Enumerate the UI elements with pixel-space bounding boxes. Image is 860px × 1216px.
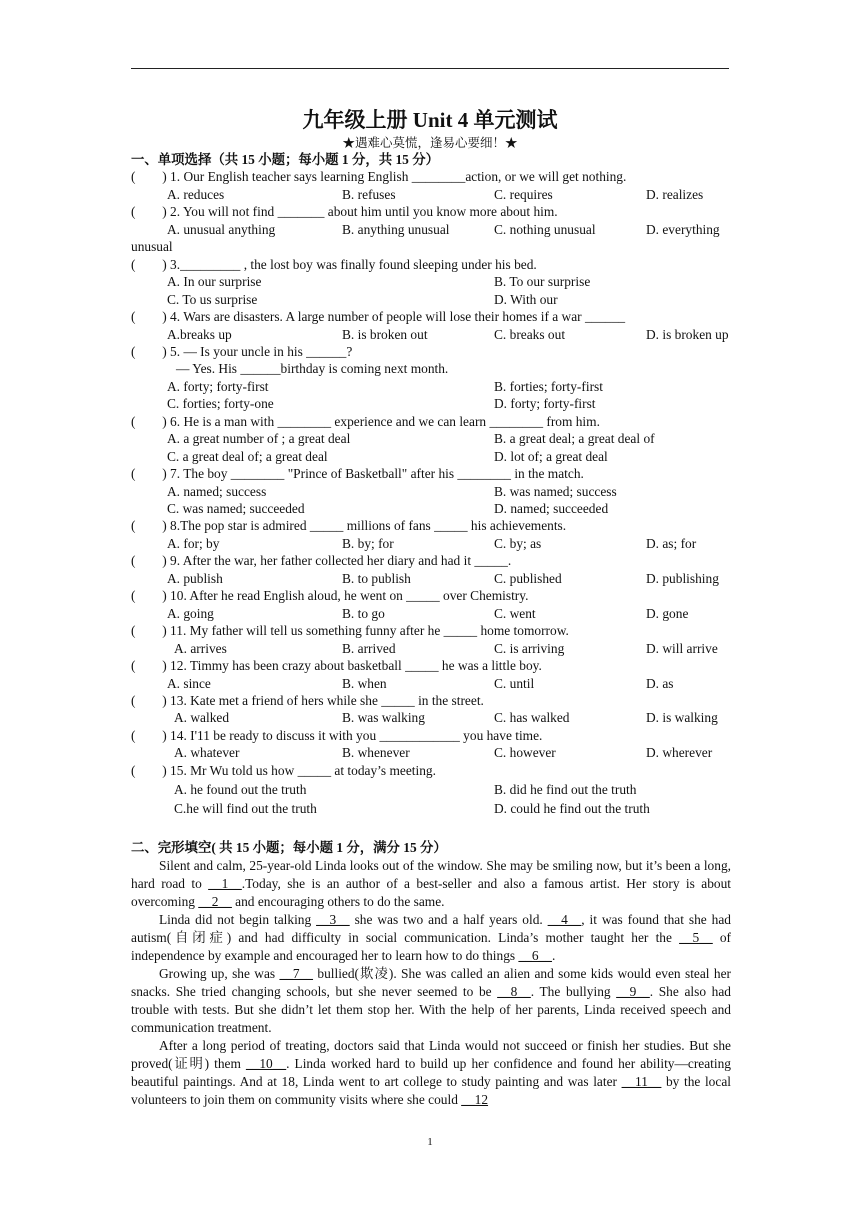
option: A. forty; forty-first xyxy=(167,378,269,394)
option: C. forties; forty-one xyxy=(167,396,274,412)
cloze-paragraph xyxy=(131,1037,731,1109)
option: A. unusual anything xyxy=(167,221,276,237)
question-stem-line2: — Yes. His ______birthday is coming next month. xyxy=(176,361,449,377)
option: A. going xyxy=(167,605,214,621)
option: C. was named; succeeded xyxy=(167,501,305,516)
option: A. reduces xyxy=(167,186,225,202)
cloze-blank: __6__ xyxy=(518,948,552,963)
question-stem: ( ) 8.The pop star is admired _____ millions of fans _____ his achievements. xyxy=(131,518,567,534)
option: B. was named; success xyxy=(494,483,617,499)
passage-text: and encouraging others to do the same. xyxy=(231,894,445,909)
option: C. is arriving xyxy=(494,640,565,656)
option: D. is walking xyxy=(646,710,718,726)
option: B. did he find out the truth xyxy=(494,781,637,797)
option: B. whenever xyxy=(342,745,410,761)
section-2-heading: 二、完形填空( 共 15 小题；每小题 1 分，满分 15 分） xyxy=(131,840,447,855)
option: B. refuses xyxy=(342,186,396,202)
option: A. walked xyxy=(174,710,230,726)
option: C. went xyxy=(494,605,536,621)
option: A. he found out the truth xyxy=(174,781,307,797)
passage-text: by the local volunteers to join them on community visits where she could xyxy=(131,1074,731,1107)
option: D. forty; forty-first xyxy=(494,396,596,412)
option: B. anything unusual xyxy=(342,221,450,237)
option: A. since xyxy=(167,675,211,691)
passage-text: . xyxy=(551,948,556,963)
cloze-paragraph xyxy=(131,911,731,965)
cloze-passage xyxy=(131,857,731,1109)
question-stem: ( ) 11. My father will tell us something funny after he _____ home tomorrow. xyxy=(131,623,569,639)
question-stem: ( ) 2. You will not find _______ about him until you know more about him. xyxy=(131,204,558,220)
option: D. as xyxy=(646,675,674,691)
option: A. publish xyxy=(167,570,223,586)
option: D. as; for xyxy=(646,535,697,551)
option: C. until xyxy=(494,675,535,691)
cloze-blank: __10__ xyxy=(245,1056,287,1071)
exam-title: 九年级上册 Unit 4 单元测试 xyxy=(302,108,558,132)
passage-text: After a long period of treating, doctors said that Linda would not succeed or finish her studies. But she proved(证明) them xyxy=(131,1038,731,1071)
option: D. wherever xyxy=(646,745,713,761)
header-rule xyxy=(131,68,729,69)
passage-text: . She also had trouble with tests. But she didn’t let them stop her. With the help of her parents, Linda received speech and communication treatment. xyxy=(131,984,731,1035)
option: D. will arrive xyxy=(646,640,718,656)
option: C. published xyxy=(494,570,562,586)
cloze-blank: __2__ xyxy=(198,894,232,909)
option: C. however xyxy=(494,745,556,761)
page-number: 1 xyxy=(427,1136,433,1148)
passage-text: . The bullying xyxy=(530,984,617,999)
option: C. by; as xyxy=(494,535,542,551)
option: C. a great deal of; a great deal xyxy=(167,448,328,464)
cloze-blank: __11__ xyxy=(621,1074,662,1089)
passage-text: Silent and calm, 25-year-old Linda looks out of the window. She may be smiling now, but it’s been a long, hard road to xyxy=(131,858,731,891)
option: D. is broken up xyxy=(646,326,729,342)
question-stem: ( ) 10. After he read English aloud, he went on _____ over Chemistry. xyxy=(131,588,529,604)
option: B. a great deal; a great deal of xyxy=(494,431,655,447)
cloze-blank: __4__ xyxy=(547,912,582,927)
option: B. when xyxy=(342,675,387,691)
option: D. could he find out the truth xyxy=(494,800,650,816)
question-stem: ( ) 7. The boy ________ "Prince of Basketball" after his ________ in the match. xyxy=(131,466,584,482)
option: B. to publish xyxy=(342,570,411,586)
option: B. to go xyxy=(342,605,385,621)
option: B. is broken out xyxy=(342,326,428,342)
cloze-blank: __5__ xyxy=(679,930,713,945)
option: C. has walked xyxy=(494,710,570,726)
question-stem: ( ) 5. — Is your uncle in his ______? xyxy=(131,343,353,359)
option: C. nothing unusual xyxy=(494,221,596,237)
option: C. To us surprise xyxy=(167,291,258,307)
cloze-paragraph xyxy=(131,857,731,911)
option: D. everything xyxy=(646,221,720,237)
option: B. arrived xyxy=(342,640,396,656)
option: B. by; for xyxy=(342,535,394,551)
passage-text: of independence by example and encouraged her to learn how to do things xyxy=(131,930,731,963)
option: A. named; success xyxy=(167,483,267,499)
question-stem: ( ) 9. After the war, her father collected her diary and had it _____. xyxy=(131,553,512,569)
option: A. a great number of ; a great deal xyxy=(167,431,351,447)
question-stem: ( ) 13. Kate met a friend of hers while she _____ in the street. xyxy=(131,692,484,708)
option-wrap: unusual xyxy=(131,239,173,255)
option: A.breaks up xyxy=(167,326,232,342)
option: D. realizes xyxy=(646,186,704,202)
cloze-blank: __3__ xyxy=(316,912,350,927)
passage-text: . Linda worked hard to build up her confidence and found her ability—creating beautiful paintings. And at 18, Linda went to art college to study painting and was later xyxy=(131,1056,731,1089)
question-stem: ( ) 15. Mr Wu told us how _____ at today’s meeting. xyxy=(131,762,436,778)
option: A. whatever xyxy=(174,745,240,761)
option: B. was walking xyxy=(342,710,425,726)
passage-text: bullied(欺凌). She was called an alien and some kids would even steal her snacks. She tried changing schools, but she never seemed to be xyxy=(131,966,731,999)
cloze-paragraph xyxy=(131,965,731,1037)
option: D. lot of; a great deal xyxy=(494,448,608,464)
question-stem: ( ) 1. Our English teacher says learning English ________action, or we will get nothing. xyxy=(131,169,627,185)
cloze-blank: __1__ xyxy=(208,876,242,891)
cloze-blank: __9__ xyxy=(616,984,650,999)
passage-text: , it was found that she had autism(自闭症) and had difficulty in social communication. Linda’s mother taught her the xyxy=(131,912,732,945)
question-stem: ( ) 12. Timmy has been crazy about basketball _____ he was a little boy. xyxy=(131,658,542,674)
exam-motto: ★遇难心莫慌，逢易心要细！★ xyxy=(342,136,518,150)
option: A. for; by xyxy=(167,535,220,551)
passage-text: she was two and a half years old. xyxy=(349,912,548,927)
question-stem: ( ) 4. Wars are disasters. A large number of people will lose their homes if a war ______ xyxy=(131,309,626,325)
question-stem: ( ) 14. I'11 be ready to discuss it with you ____________ you have time. xyxy=(131,727,543,743)
option: D. With our xyxy=(494,291,558,307)
option: D. gone xyxy=(646,605,689,621)
option: A. arrives xyxy=(174,640,227,656)
cloze-blank: __7__ xyxy=(279,966,313,981)
question-stem: ( ) 3._________ , the lost boy was finally found sleeping under his bed. xyxy=(131,256,537,272)
option: D. publishing xyxy=(646,570,719,586)
passage-text: Growing up, she was xyxy=(159,966,280,981)
option: A. In our surprise xyxy=(167,274,262,290)
option: C. requires xyxy=(494,186,553,202)
cloze-blank: __8__ xyxy=(497,984,531,999)
option: B. To our surprise xyxy=(494,274,591,290)
question-stem: ( ) 6. He is a man with ________ experience and we can learn ________ from him. xyxy=(131,413,600,429)
option: C.he will find out the truth xyxy=(174,800,317,816)
passage-text: .Today, she is an author of a best-seller and also a famous artist. Her story is about overcoming xyxy=(131,876,732,909)
option: B. forties; forty-first xyxy=(494,378,603,394)
option: C. breaks out xyxy=(494,326,566,342)
passage-text: Linda did not begin talking xyxy=(159,912,317,927)
option: D. named; succeeded xyxy=(494,501,609,516)
cloze-blank: __12 xyxy=(461,1092,489,1107)
section-1-heading: 一、单项选择（共 15 小题；每小题 1 分，共 15 分） xyxy=(131,152,439,167)
